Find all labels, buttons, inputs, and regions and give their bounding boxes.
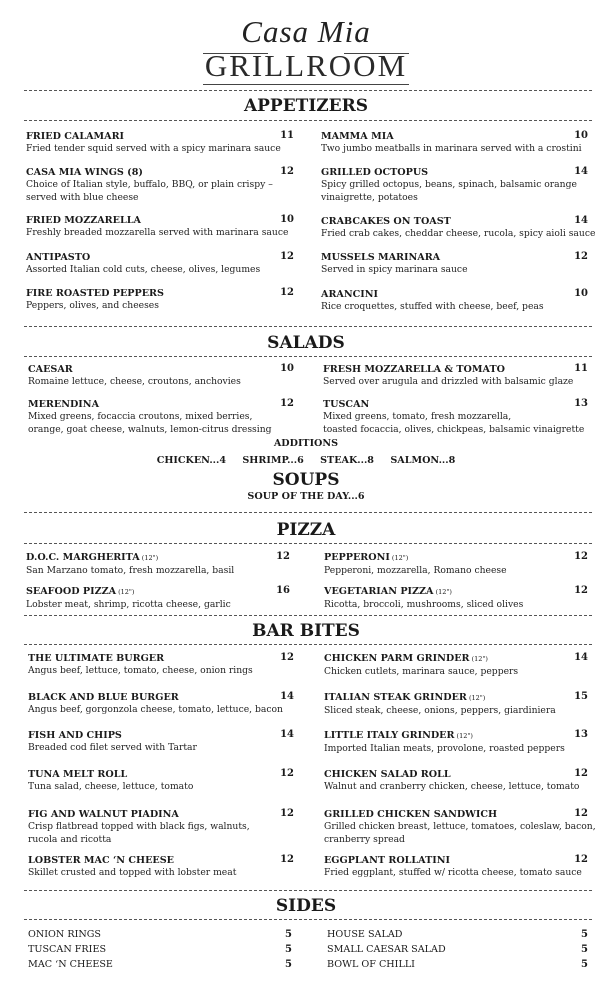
menu-item-title: CHICKEN PARM GRINDER: [324, 653, 470, 664]
menu-item-title: CRABCAKES ON TOAST: [321, 216, 451, 227]
menu-item-price: 12: [280, 166, 294, 177]
menu-item-description: Skillet crusted and topped with lobster meat: [28, 867, 237, 878]
menu-item-name: [321, 288, 544, 301]
menu-item-description: Breaded cod filet served with Tartar: [28, 742, 197, 753]
menu-item-name: [26, 287, 164, 300]
menu-item-description: cranberry spread: [324, 833, 405, 845]
side-item-price: 5: [581, 929, 588, 940]
menu-item-title: MERENDINA: [28, 399, 100, 410]
section-title-appetizers: APPETIZERS: [243, 96, 369, 116]
menu-item-name: [323, 398, 584, 411]
side-item-name: TUSCAN FRIES: [28, 944, 107, 955]
divider: [24, 512, 592, 513]
menu-item-name: [26, 166, 273, 179]
menu-item-price: 12: [276, 551, 290, 562]
menu-item-price: 13: [574, 398, 588, 409]
side-item-name: HOUSE SALAD: [327, 929, 403, 940]
menu-item-description: Angus beef, gorgonzola cheese, tomato, lettuce, bacon: [28, 704, 283, 715]
menu-item: [324, 854, 582, 880]
menu-item-price: 13: [574, 729, 588, 740]
menu-item-description: Chicken cutlets, marinara sauce, peppers: [324, 666, 519, 677]
menu-item-description: Peppers, olives, and cheeses: [26, 300, 159, 311]
menu-item-title: ARANCINI: [321, 289, 379, 300]
menu-item-title: ANTIPASTO: [26, 252, 91, 263]
menu-item-description: Fried tender squid served with a spicy marinara sauce: [26, 143, 281, 154]
menu-item-price: 12: [280, 652, 294, 663]
menu-item-title: FISH AND CHIPS: [28, 730, 122, 741]
menu-item-name: [28, 398, 272, 411]
restaurant-logo: [0, 14, 612, 84]
menu-item-price: 10: [280, 214, 294, 225]
menu-item-title: ITALIAN STEAK GRINDER: [324, 692, 467, 703]
section-title-sides: SIDES: [275, 896, 337, 916]
menu-item-title: LOBSTER MAC ‘N CHEESE: [28, 855, 174, 866]
menu-item: [28, 768, 193, 794]
addition-item: SHRIMP...6: [242, 455, 304, 466]
menu-item-size: (12"): [469, 655, 488, 663]
menu-item-price: 12: [280, 768, 294, 779]
menu-item: [323, 363, 573, 389]
divider: [24, 120, 592, 121]
menu-item: [26, 166, 273, 204]
divider: [24, 644, 592, 645]
menu-item-price: 10: [574, 288, 588, 299]
menu-item: [26, 251, 260, 277]
menu-item: [324, 808, 596, 846]
menu-item: [324, 729, 565, 756]
menu-item-name: [324, 729, 565, 743]
menu-item-price: 12: [280, 398, 294, 409]
logo-underline: [203, 84, 409, 85]
menu-item-description: Tuna salad, cheese, lettuce, tomato: [28, 781, 194, 792]
side-item-price: 5: [581, 959, 588, 970]
menu-item-price: 12: [574, 808, 588, 819]
menu-item-name: [28, 729, 197, 742]
menu-item-price: 12: [574, 551, 588, 562]
menu-item-description: Imported Italian meats, provolone, roasted peppers: [324, 743, 565, 754]
menu-item-name: [28, 808, 250, 821]
menu-item-name: [321, 251, 468, 264]
menu-item-name: [324, 585, 523, 599]
menu-item-title: MAMMA MIA: [321, 131, 394, 142]
menu-item-title: EGGPLANT ROLLATINI: [324, 855, 450, 866]
menu-item: [26, 551, 234, 578]
menu-item-price: 12: [574, 854, 588, 865]
menu-item-description: Fried eggplant, stuffed w/ ricotta cheese, tomato sauce: [324, 867, 582, 878]
divider: [24, 890, 592, 891]
menu-item-title: TUNA MELT ROLL: [28, 769, 128, 780]
menu-item-description: rucola and ricotta: [28, 833, 112, 845]
menu-item-price: 12: [280, 854, 294, 865]
menu-item: [324, 551, 507, 578]
menu-item-title: GRILLED OCTOPUS: [321, 167, 429, 178]
section-title-pizza: PIZZA: [276, 520, 336, 540]
menu-item-name: [26, 585, 231, 599]
menu-item-description: Lobster meat, shrimp, ricotta cheese, garlic: [26, 599, 231, 610]
menu-item-description: Two jumbo meatballs in marinara served with a crostini: [321, 143, 582, 154]
menu-item: [321, 215, 595, 241]
menu-item-title: CHICKEN SALAD ROLL: [324, 769, 451, 780]
menu-item-name: [321, 215, 595, 228]
menu-item: [324, 585, 523, 612]
menu-item-price: 12: [574, 251, 588, 262]
menu-item-title: FRESH MOZZARELLA & TOMATO: [323, 364, 505, 375]
side-item-price: 5: [285, 944, 292, 955]
menu-item-name: [26, 551, 234, 565]
menu-item-description: Mixed greens, tomato, fresh mozzarella,: [323, 411, 512, 422]
side-item-price: 5: [581, 944, 588, 955]
menu-item-title: BLACK AND BLUE BURGER: [28, 692, 179, 703]
menu-item-description: served with blue cheese: [26, 191, 139, 203]
menu-item-size: (12"): [389, 554, 409, 562]
menu-item-description: toasted focaccia, olives, chickpeas, balsamic vinaigrette: [323, 423, 585, 435]
additions-list: [0, 455, 612, 466]
menu-item-description: Fried crab cakes, cheddar cheese, rucola, spicy aioli sauce: [321, 228, 596, 239]
side-item-price: 5: [285, 959, 292, 970]
menu-item: [324, 691, 556, 718]
menu-item-description: Freshly breaded mozzarella served with marinara sauce: [26, 227, 289, 238]
menu-item-description: San Marzano tomato, fresh mozzarella, basil: [26, 565, 235, 576]
menu-item-price: 12: [280, 287, 294, 298]
menu-item-description: Rice croquettes, stuffed with cheese, beef, peas: [321, 301, 544, 312]
menu-item-name: [324, 691, 556, 705]
menu-item-description: Served in spicy marinara sauce: [321, 264, 468, 275]
addition-item: SALMON...8: [390, 455, 456, 466]
menu-item: [321, 288, 544, 314]
logo-script-text: Casa Mia: [241, 14, 371, 49]
menu-item-title: PEPPERONI: [324, 552, 390, 563]
menu-item-title: LITTLE ITALY GRINDER: [324, 730, 455, 741]
menu-item-description: Walnut and cranberry chicken, cheese, lettuce, tomato: [324, 781, 580, 792]
menu-item-price: 14: [280, 691, 294, 702]
menu-item: [28, 729, 197, 755]
menu-item-description: Ricotta, broccoli, mushrooms, sliced olives: [324, 599, 524, 610]
menu-item-price: 12: [280, 808, 294, 819]
menu-item-description: Crisp flatbread topped with black figs, walnuts,: [28, 821, 250, 832]
menu-item-name: [324, 768, 579, 781]
menu-item: [28, 854, 236, 880]
menu-item-size: (12"): [466, 694, 486, 702]
menu-item-title: THE ULTIMATE BURGER: [28, 653, 165, 664]
menu-item-price: 12: [280, 251, 294, 262]
side-item-name: BOWL OF CHILLI: [327, 959, 415, 970]
menu-item-name: [321, 166, 577, 179]
menu-item-title: FRIED CALAMARI: [26, 131, 125, 142]
menu-item-name: [323, 363, 573, 376]
menu-item: [26, 130, 281, 156]
menu-item: [321, 130, 582, 156]
menu-item-title: MUSSELS MARINARA: [321, 252, 441, 263]
menu-item-title: FRIED MOZZARELLA: [26, 215, 141, 226]
menu-item: [321, 166, 577, 204]
menu-item-size: (12"): [433, 588, 452, 596]
divider: [24, 326, 592, 327]
menu-item-price: 14: [574, 166, 588, 177]
menu-item-title: SEAFOOD PIZZA: [26, 586, 117, 597]
section-title-salads: SALADS: [267, 333, 345, 353]
menu-item-price: 12: [574, 585, 588, 596]
menu-item: [323, 398, 584, 436]
menu-item-name: [324, 652, 518, 666]
divider: [24, 919, 592, 920]
divider: [24, 356, 592, 357]
side-item-name: ONION RINGS: [28, 929, 102, 940]
menu-item-price: 11: [280, 130, 294, 141]
menu-item-description: Mixed greens, focaccia croutons, mixed berries,: [28, 411, 253, 422]
menu-item-name: [324, 854, 582, 867]
menu-item-description: Assorted Italian cold cuts, cheese, olives, legumes: [26, 264, 261, 275]
side-item-price: 5: [285, 929, 292, 940]
menu-item-description: Spicy grilled octopus, beans, spinach, balsamic orange: [321, 179, 577, 190]
menu-item-description: Pepperoni, mozzarella, Romano cheese: [324, 565, 507, 576]
menu-item-name: [28, 854, 236, 867]
section-title-bar-bites: BAR BITES: [252, 621, 360, 641]
menu-item-description: Sliced steak, cheese, onions, peppers, giardiniera: [324, 705, 556, 716]
menu-item-title: CAESAR: [28, 364, 73, 375]
menu-item-size: (12"): [116, 588, 135, 596]
menu-item-price: 15: [574, 691, 588, 702]
menu-item-description: orange, goat cheese, walnuts, lemon-citrus dressing: [28, 423, 272, 435]
menu-item-price: 14: [574, 652, 588, 663]
menu-item: [28, 808, 250, 846]
menu-item-name: [28, 691, 283, 704]
menu-item-price: 14: [280, 729, 294, 740]
menu-item-description: Grilled chicken breast, lettuce, tomatoes, coleslaw, bacon,: [324, 821, 596, 832]
menu-item-name: [28, 363, 241, 376]
section-title-soups: SOUPS: [272, 470, 340, 490]
menu-item-title: VEGETARIAN PIZZA: [324, 586, 434, 597]
menu-item-price: 10: [574, 130, 588, 141]
menu-item-name: [321, 130, 582, 143]
menu-item-name: [26, 130, 281, 143]
divider: [24, 615, 592, 616]
menu-item-title: CASA MIA WINGS (8): [26, 167, 143, 178]
menu-item: [26, 214, 288, 240]
menu-item-description: Angus beef, lettuce, tomato, cheese, onion rings: [28, 665, 253, 676]
divider: [24, 90, 592, 91]
menu-item: [28, 691, 283, 717]
additions-title: ADDITIONS: [273, 438, 339, 449]
menu-item-title: D.O.C. MARGHERITA: [26, 552, 140, 563]
menu-item-name: [324, 808, 596, 821]
menu-item: [321, 251, 468, 277]
menu-item-name: [324, 551, 507, 565]
addition-item: CHICKEN...4: [156, 455, 227, 466]
menu-item-price: 14: [574, 215, 588, 226]
menu-item: [324, 768, 579, 794]
menu-item-price: 11: [574, 363, 588, 374]
divider: [24, 543, 592, 544]
menu-item-price: 10: [280, 363, 294, 374]
addition-item: STEAK...8: [320, 455, 374, 466]
menu-item-price: 12: [574, 768, 588, 779]
soup-of-the-day: SOUP OF THE DAY...6: [247, 491, 365, 502]
menu-item-title: FIRE ROASTED PEPPERS: [26, 288, 164, 299]
menu-item-description: Choice of Italian style, buffalo, BBQ, or plain crispy –: [26, 179, 273, 190]
menu-item-title: GRILLED CHICKEN SANDWICH: [324, 809, 498, 820]
menu-item-description: vinaigrette, potatoes: [321, 191, 418, 203]
menu-item-name: [28, 652, 253, 665]
menu-item: [26, 585, 231, 612]
menu-item-size: (12"): [454, 732, 473, 740]
menu-item-name: [26, 251, 260, 264]
menu-item: [26, 287, 164, 313]
side-item-name: MAC ‘N CHEESE: [28, 959, 113, 970]
logo-grillroom-text: GRILLROOM: [204, 48, 408, 83]
menu-item-size: (12"): [139, 554, 159, 562]
menu-item: [28, 652, 253, 678]
menu-item-description: Romaine lettuce, cheese, croutons, anchovies: [28, 376, 241, 387]
menu-item-title: TUSCAN: [323, 399, 370, 410]
menu-item: [324, 652, 518, 679]
side-item-name: SMALL CAESAR SALAD: [327, 944, 446, 955]
menu-item: [28, 363, 241, 389]
menu-item-name: [28, 768, 193, 781]
menu-item-price: 16: [276, 585, 290, 596]
menu-item-name: [26, 214, 288, 227]
menu-item-title: FIG AND WALNUT PIADINA: [28, 809, 179, 820]
menu-item: [28, 398, 272, 436]
menu-item-description: Served over arugula and drizzled with balsamic glaze: [323, 376, 574, 387]
